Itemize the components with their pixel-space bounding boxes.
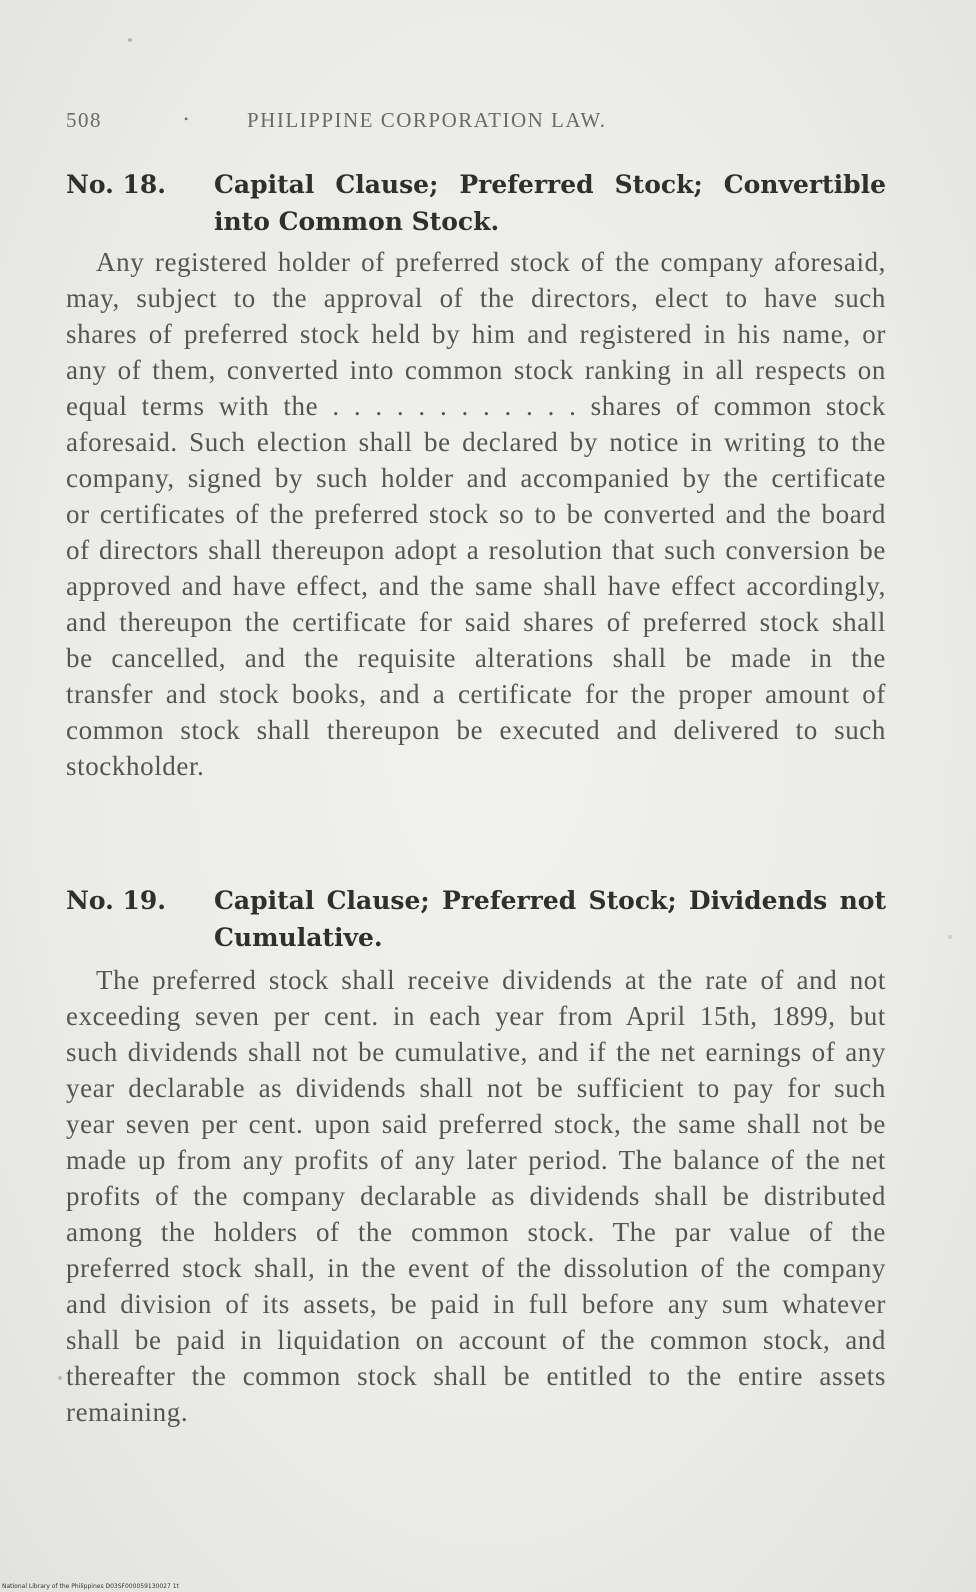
section-number: No. 18. — [66, 170, 166, 199]
source-note: National Library of the Philippines D03SF000059130027 1t — [2, 1583, 179, 1590]
section-title: Capital Clause; Preferred Stock; Convertible into Common Stock. — [214, 170, 886, 236]
section-heading — [66, 882, 886, 956]
section-19 — [66, 882, 886, 1430]
scan-speck — [128, 38, 132, 42]
section-title: Capital Clause; Preferred Stock; Dividends not Cumulative. — [214, 886, 886, 952]
scan-speck — [948, 935, 952, 939]
section-heading — [66, 166, 886, 240]
section-number: No. 19. — [66, 886, 166, 915]
section-body: Any registered holder of preferred stock of the company aforesaid, may, subject to the approval of the directors, elect to have such shares of preferred stock held by him and registered in his name, or any of them, converted into common stock ranking in all respects on equal terms with the . . . . . . . . . . . . shares of common stock aforesaid. Such election shall be declared by notice in writing to the company, signed by such holder and accompanied by the certificate or certificates of the preferred stock so to be converted and the board of directors shall thereupon adopt a resolution that such conversion be approved and have effect, and the same shall have effect accordingly, and thereupon the certificate for said shares of preferred stock shall be cancelled, and the requisite alterations shall be made in the transfer and stock books, and a certificate for the proper amount of common stock shall thereupon be executed and delivered to such stockholder. — [66, 247, 886, 781]
stray-mark: • — [184, 112, 190, 126]
page-number: 508 — [66, 108, 102, 132]
section-body: The preferred stock shall receive dividends at the rate of and not exceeding seven per cent. in each year from April 15th, 1899, but such dividends shall not be cumulative, and if the net earnings of any year declarable as dividends shall not be sufficient to pay for such year seven per cent. upon said preferred stock, the same shall not be made up from any profits of any later period. The balance of the net profits of the company declarable as dividends shall be distributed among the holders of the common stock. The par value of the preferred stock shall, in the event of the dissolution of the company and division of its assets, be paid in full before any sum whatever shall be paid in liquidation on account of the common stock, and thereafter the common stock shall be entitled to the entire assets remaining. — [66, 965, 886, 1427]
section-18 — [66, 166, 886, 784]
running-title: PHILIPPINE CORPORATION LAW. — [247, 108, 607, 132]
scan-speck — [58, 1376, 62, 1380]
